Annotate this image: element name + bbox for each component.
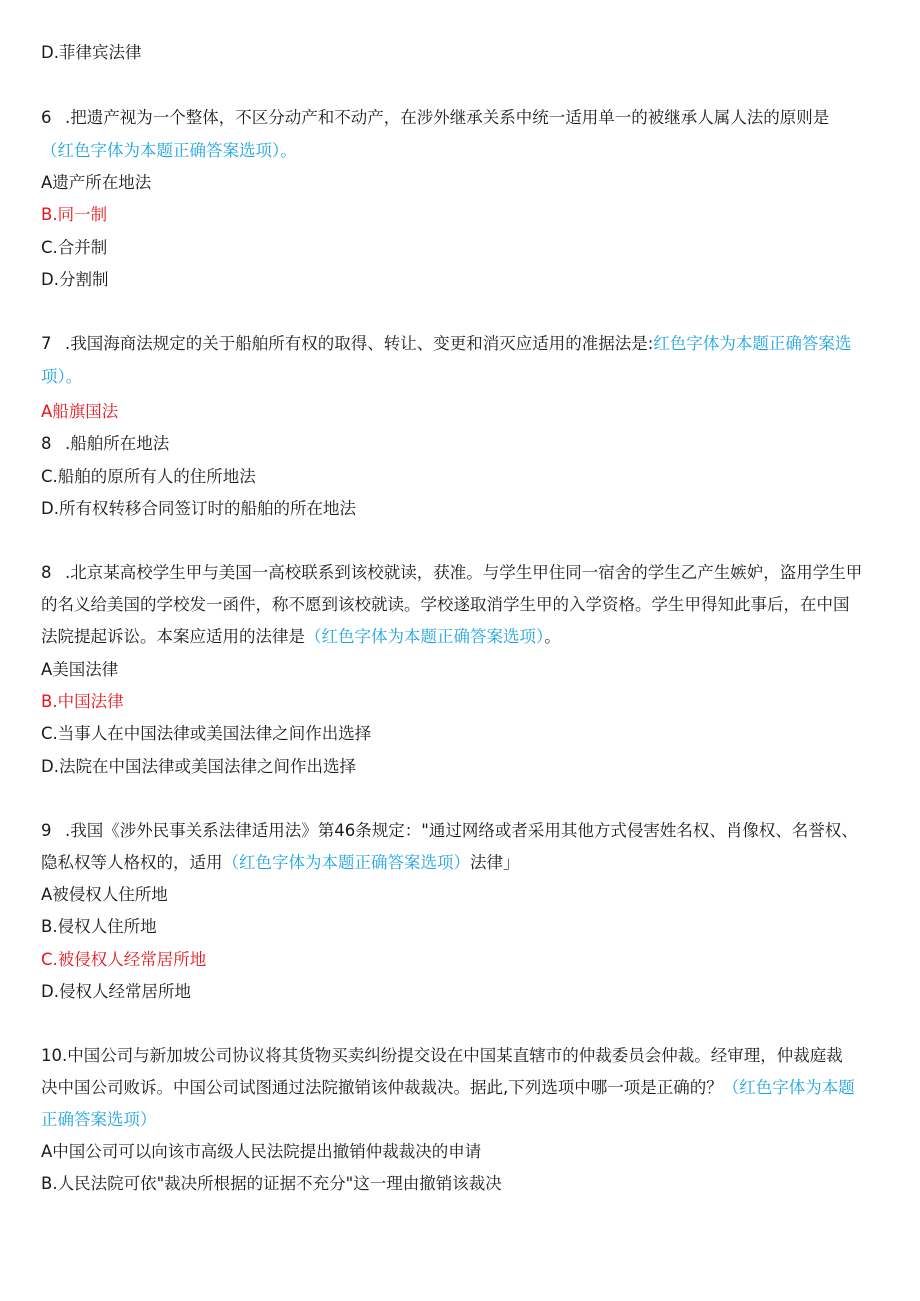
q9-stem-text2: 隐私权等人格权的，适用 <box>41 853 223 872</box>
q6-option-d: D.分割制 <box>41 270 109 289</box>
q10-stem-line2 <box>41 1077 855 1099</box>
q8-hint: （红色字体为本题正确答案选项） <box>305 627 545 646</box>
q7-option-b-text: .船舶所在地法 <box>65 434 170 453</box>
q9-hint: （红色字体为本题正确答案选项） <box>222 853 470 872</box>
q7-hint: 红色字体为本题正确答案选 <box>653 334 852 353</box>
q6-hint: （红色字体为本题正确答案选项）。 <box>41 141 297 160</box>
q7-option-d: D.所有权转移合同签订时的船舶的所在地法 <box>41 499 356 518</box>
q6-stem-text: .把遗产视为一个整体，不区分动产和不动产，在涉外继承关系中统一适用单一的被继承人属人法的原则是 <box>65 108 830 127</box>
q9-option-c-correct: C.被侵权人经常居所地 <box>41 950 207 969</box>
q10-hint-cont: 正确答案选项） <box>41 1110 157 1129</box>
q6-option-b-correct: B.同一制 <box>41 205 108 224</box>
q6-option-c: C.合并制 <box>41 238 108 257</box>
q7-stem-text: .我国海商法规定的关于船舶所有权的取得、转让、变更和消灭应适用的准据法是: <box>65 334 654 353</box>
q8-stem-line3 <box>41 626 561 648</box>
q6-option-a: A遗产所在地法 <box>41 173 152 192</box>
q9-option-b: B.侵权人住所地 <box>41 917 157 936</box>
q7-option-b-number: 8 <box>41 434 52 453</box>
q7-option-b <box>41 433 169 455</box>
q7-option-c: C.船舶的原所有人的住所地法 <box>41 467 256 486</box>
q6-number: 6 <box>41 108 52 127</box>
q6-stem <box>41 107 829 129</box>
q8-number: 8 <box>41 563 52 582</box>
q9-option-a: A被侵权人住所地 <box>41 885 168 904</box>
q8-stem-text3: 法院提起诉讼。本案应适用的法律是 <box>41 627 305 646</box>
q8-option-a: A美国法律 <box>41 660 119 679</box>
q7-number: 7 <box>41 334 52 353</box>
q9-stem-line1 <box>41 820 858 842</box>
q10-option-a: A中国公司可以向该市高级人民法院提出撤销仲裁裁决的申请 <box>41 1142 482 1161</box>
q10-option-b: B.人民法院可依"裁决所根据的证据不充分"这一理由撤销该裁决 <box>41 1174 502 1193</box>
q10-stem-line1: 10.中国公司与新加坡公司协议将其货物买卖纠纷提交设在中国某直辖市的仲裁委员会仲裁。经审理，仲裁庭裁 <box>41 1046 843 1065</box>
q7-hint-cont: 项）。 <box>41 367 83 386</box>
q9-option-d: D.侵权人经常居所地 <box>41 982 191 1001</box>
q9-stem-line2 <box>41 852 520 874</box>
q8-option-d: D.法院在中国法律或美国法律之间作出选择 <box>41 757 356 776</box>
q9-stem-text: .我国《涉外民事关系法律适用法》第46条规定："通过网络或者采用其他方式侵害姓名权、肖像权、名誉权、 <box>65 821 858 840</box>
q7-stem <box>41 333 851 355</box>
q8-tail: 。 <box>544 627 561 646</box>
q9-number: 9 <box>41 821 52 840</box>
q10-stem-text2: 决中国公司败诉。中国公司试图通过法院撤销该仲裁裁决。据此,下列选项中哪一项是正确的？ <box>41 1078 723 1097</box>
q8-stem-line1 <box>41 562 862 584</box>
q7-option-a-correct: A船旗国法 <box>41 402 119 421</box>
q8-option-c: C.当事人在中国法律或美国法律之间作出选择 <box>41 724 372 743</box>
q8-stem-line2: 的名义给美国的学校发一函件，称不愿到该校就读。学校遂取消学生甲的入学资格。学生甲得知此事后，在中国 <box>41 595 850 614</box>
q10-hint: （红色字体为本题 <box>722 1078 855 1097</box>
q8-stem-text: .北京某高校学生甲与美国一高校联系到该校就读，获准。与学生甲住同一宿舍的学生乙产生嫉妒，盗用学生甲 <box>65 563 863 582</box>
q8-option-b-correct: B.中国法律 <box>41 692 124 711</box>
q5-option-d: D.菲律宾法律 <box>41 43 142 62</box>
q9-tail: 法律」 <box>470 853 520 872</box>
